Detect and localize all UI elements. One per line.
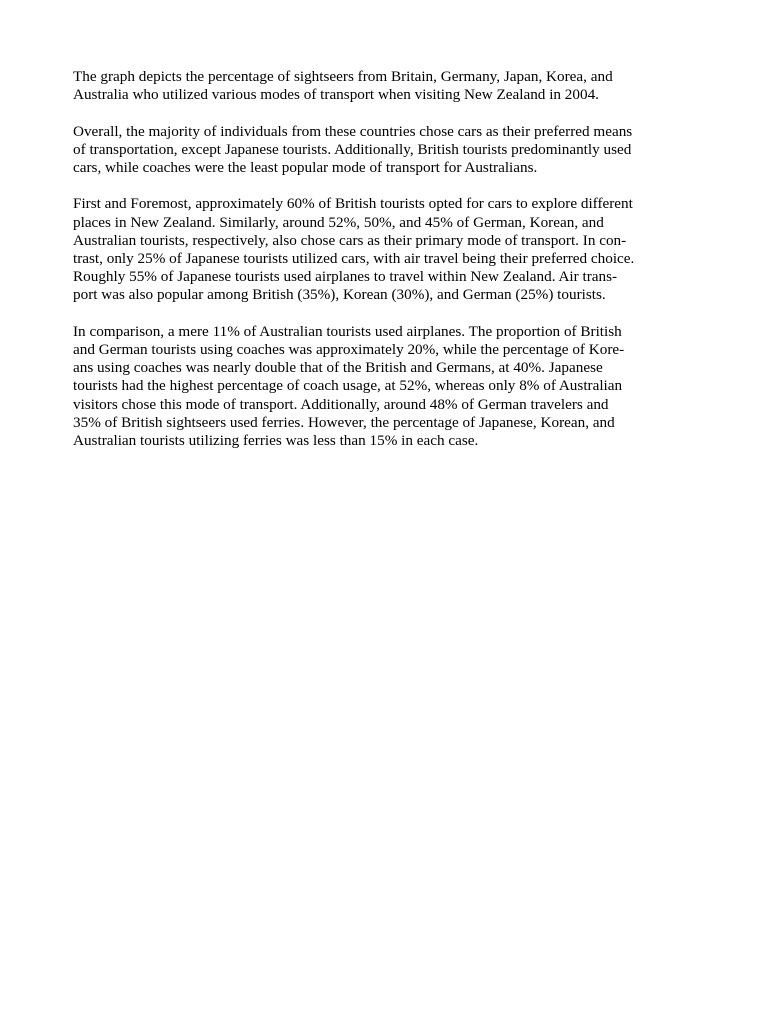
paragraph-body-2: In comparison, a mere 11% of Australian tourists used airplanes. The proportion of British and German tourists using coaches was approximately 20%, while the percentage of Kore- ans using coaches was nearly double that of the British and Germans, at 40%. Japanese tourists had the highest percentage of coach usage, at 52%, whereas only 8% of Australian visitors chose this mode of transport. Additionally, around 48% of German travelers and 35% of British sightseers used ferries. However, the percentage of Japanese, Korean, and Australian tourists utilizing ferries was less than 15% in each case. [73, 322, 625, 450]
paragraph-overview: Overall, the majority of individuals from these countries chose cars as their preferred means of transportation, except Japanese tourists. Additionally, British tourists predominantly used cars, while coaches were the least popular mode of transport for Australians. [73, 122, 633, 176]
document-body [73, 68, 695, 468]
paragraph-body-1: First and Foremost, approximately 60% of British tourists opted for cars to explore different places in New Zealand. Similarly, around 52%, 50%, and 45% of German, Korean, and Australian tourists, respectively, also chose cars as their primary mode of transport. In con- trast, only 25% of Japanese tourists utilized cars, with air travel being their preferred choice. Roughly 55% of Japanese tourists used airplanes to travel within New Zealand. Air trans- port was also popular among British (35%), Korean (30%), and German (25%) tourists. [73, 195, 635, 304]
paragraph-intro: The graph depicts the percentage of sightseers from Britain, Germany, Japan, Korea, and Australia who utilized various modes of transport when visiting New Zealand in 2004. [73, 68, 613, 104]
